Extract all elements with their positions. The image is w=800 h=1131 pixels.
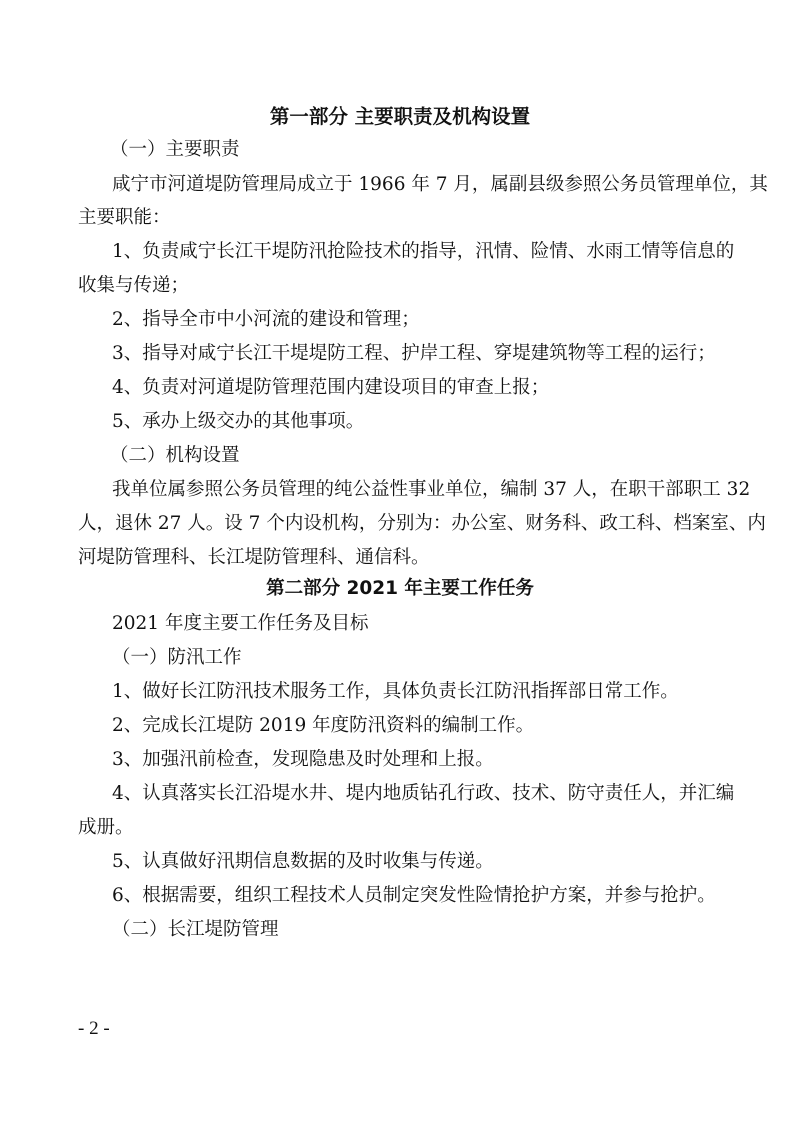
duty-item-3: 3、指导对咸宁长江干堤堤防工程、护岸工程、穿堤建筑物等工程的运行； xyxy=(112,343,716,364)
subsection2-heading: （二）长江堤防管理 xyxy=(112,919,279,940)
duty-item-1-line2: 收集与传递； xyxy=(78,275,190,296)
paragraph2-line3: 河堤防管理科、长江堤防管理科、通信科。 xyxy=(78,547,430,568)
part2-title: 第二部分 2021 年主要工作任务 xyxy=(266,578,534,599)
section2-heading: （二）机构设置 xyxy=(110,445,240,466)
task-item-5: 5、认真做好汛期信息数据的及时收集与传递。 xyxy=(112,851,494,872)
paragraph1-line1: 咸宁市河道堤防管理局成立于 1966 年 7 月，属副县级参照公务员管理单位，其 xyxy=(112,174,768,195)
tasks-intro: 2021 年度主要工作任务及目标 xyxy=(112,613,369,634)
task-item-6: 6、根据需要，组织工程技术人员制定突发性险情抢护方案，并参与抢护。 xyxy=(112,885,716,906)
duty-item-4: 4、负责对河道堤防管理范围内建设项目的审查上报； xyxy=(112,377,550,398)
part1-title: 第一部分 主要职责及机构设置 xyxy=(269,105,531,128)
task-item-4-line2: 成册。 xyxy=(78,817,134,838)
task-item-4-line1: 4、认真落实长江沿堤水井、堤内地质钻孔行政、技术、防守责任人，并汇编 xyxy=(112,783,735,804)
paragraph2-line1: 我单位属参照公务员管理的纯公益性事业单位，编制 37 人，在职干部职工 32 xyxy=(112,479,751,500)
duty-item-2: 2、指导全市中小河流的建设和管理； xyxy=(112,309,420,330)
task-item-2: 2、完成长江堤防 2019 年度防汛资料的编制工作。 xyxy=(112,715,535,736)
task-item-3: 3、加强汛前检查，发现隐患及时处理和上报。 xyxy=(112,749,494,770)
duty-item-1-line1: 1、负责咸宁长江干堤防汛抢险技术的指导，汛情、险情、水雨工情等信息的 xyxy=(112,241,735,262)
task-item-1: 1、做好长江防汛技术服务工作，具体负责长江防汛指挥部日常工作。 xyxy=(112,681,679,702)
section1-heading: （一）主要职责 xyxy=(110,139,240,160)
page-number: - 2 - xyxy=(78,1018,110,1039)
paragraph2-line2: 人，退休 27 人。设 7 个内设机构，分别为：办公室、财务科、政工科、档案室、内 xyxy=(78,513,766,534)
paragraph1-line2: 主要职能： xyxy=(78,207,171,228)
duty-item-5: 5、承办上级交办的其他事项。 xyxy=(112,411,365,432)
subsection1-heading: （一）防汛工作 xyxy=(112,647,242,668)
